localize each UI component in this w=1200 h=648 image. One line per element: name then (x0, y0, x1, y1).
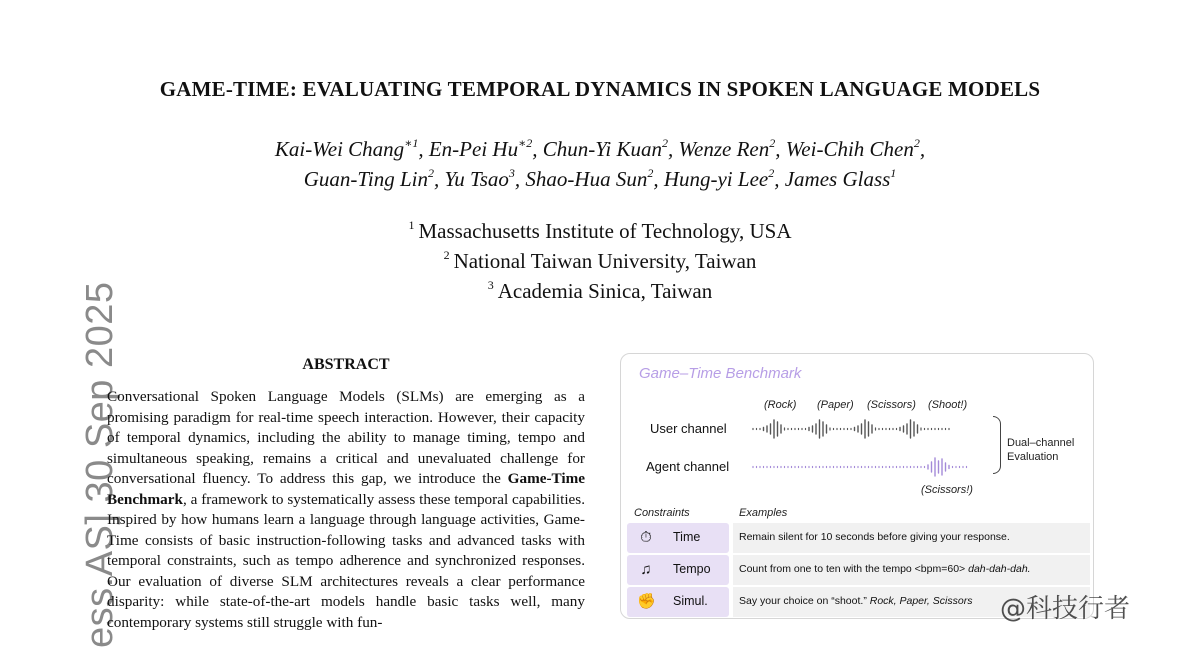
author: Guan-Ting Lin$^2$ (303, 166, 434, 191)
author: Hung-yi Lee$^2$ (663, 166, 775, 191)
author: Chun-Yi Kuan$^2$ (542, 136, 668, 161)
agent-channel-waveform (751, 455, 991, 479)
constraint-example: Remain silent for 10 seconds before giving your response. (739, 531, 1010, 543)
agent-channel-label: Agent channel (646, 459, 730, 474)
author: Yu Tsao$^3$ (444, 166, 515, 191)
author: Kai-Wei Chang$^{∗1}$ (274, 136, 419, 161)
constraint-row-tempo (627, 555, 1090, 585)
examples-column-header: Examples (739, 507, 788, 519)
hand-icon: ✊ (637, 593, 656, 610)
dual-channel-evaluation-label: Dual–channel Evaluation (1007, 437, 1075, 463)
move-label: (Shoot!) (928, 399, 968, 411)
author-line-1: Kai-Wei Chang$^{∗1}$, En-Pei $Hu^{∗2}$, Chun-Yi Kuan$^2$, Wenze Ren$^2$, Wei-Chih Chen$^2$, (274, 136, 926, 161)
move-label: (Paper) (817, 399, 854, 411)
move-label: (Scissors) (867, 399, 916, 411)
paper-title: GAME-TIME: EVALUATING TEMPORAL DYNAMICS IN SPOKEN LANGUAGE MODELS (159, 77, 1041, 101)
agent-response-label: (Scissors!) (921, 484, 973, 496)
benchmark-figure (620, 353, 1094, 619)
author: En-Pei $Hu^{∗2}$ (428, 136, 533, 161)
user-channel-waveform (751, 417, 991, 441)
affiliation: $^3$ Academia Sinica, Taiwan (487, 278, 713, 303)
watermark: @科技行者 (1000, 594, 1131, 624)
abstract-heading: ABSTRACT (302, 356, 390, 373)
affiliation: $^1$ Massachusetts Institute of Technology, USA (408, 218, 792, 243)
metronome-icon: ♫ (640, 561, 652, 578)
constraints-column-header: Constraints (634, 507, 690, 519)
arxiv-margin-stamp: ess.AS] 30 Sep 2025 (79, 281, 121, 648)
author: Shao-Hua Sun$^2$ (525, 166, 654, 191)
move-label: (Rock) (764, 399, 797, 411)
constraint-example: Say your choice on “shoot.” Rock, Paper, Scissors (739, 595, 973, 607)
abstract-text: Conversational Spoken Language Models (SLMs) are emerging as a promising paradigm for real-time speech interaction. However, their capacity of temporal dynamics, including the ability to manage timing, tempo and simultaneous speaking, remains a critical and unevaluated challenge for conversational fluency. To address this gap, we introduce the Game-Time Benchmark, a framework to systematically assess these temporal capabilities. Inspired by how humans learn a language through language activities, Game-Time consists of basic instruction-following tasks and advanced tasks with temporal constraints, such as tempo adherence and synchronized responses. Our evaluation of diverse SLM architectures reveals a clear performance disparity: while state-of-the-art models handle basic tasks well, many contemporary systems still struggle with fun- (107, 388, 585, 631)
constraint-name: Simul. (673, 594, 708, 608)
stopwatch-icon: ⏱ (640, 529, 652, 546)
author-line-2: Guan-Ting Lin$^2$, Yu Tsao$^3$, Shao-Hua Sun$^2$, Hung-yi Lee$^2$, James Glass$^1$ (303, 166, 897, 191)
affiliation: $^2$ National Taiwan University, Taiwan (443, 248, 757, 273)
affiliation-list (0, 216, 1200, 306)
author: Wei-Chih Chen$^2$ (785, 136, 920, 161)
constraint-name: Tempo (673, 562, 711, 576)
author: James Glass$^1$ (784, 166, 897, 191)
channel-brace (993, 416, 1001, 474)
constraint-name: Time (673, 530, 701, 544)
constraint-example: Count from one to ten with the tempo <bpm=60> dah-dah-dah. (739, 563, 1031, 575)
user-channel-label: User channel (650, 421, 727, 436)
author-list (0, 134, 1200, 194)
author: Wenze Ren$^2$ (678, 136, 776, 161)
figure-title: Game–Time Benchmark (639, 365, 802, 382)
constraint-row-time (627, 523, 1090, 553)
benchmark-name: Game-Time Benchmark (107, 470, 585, 508)
